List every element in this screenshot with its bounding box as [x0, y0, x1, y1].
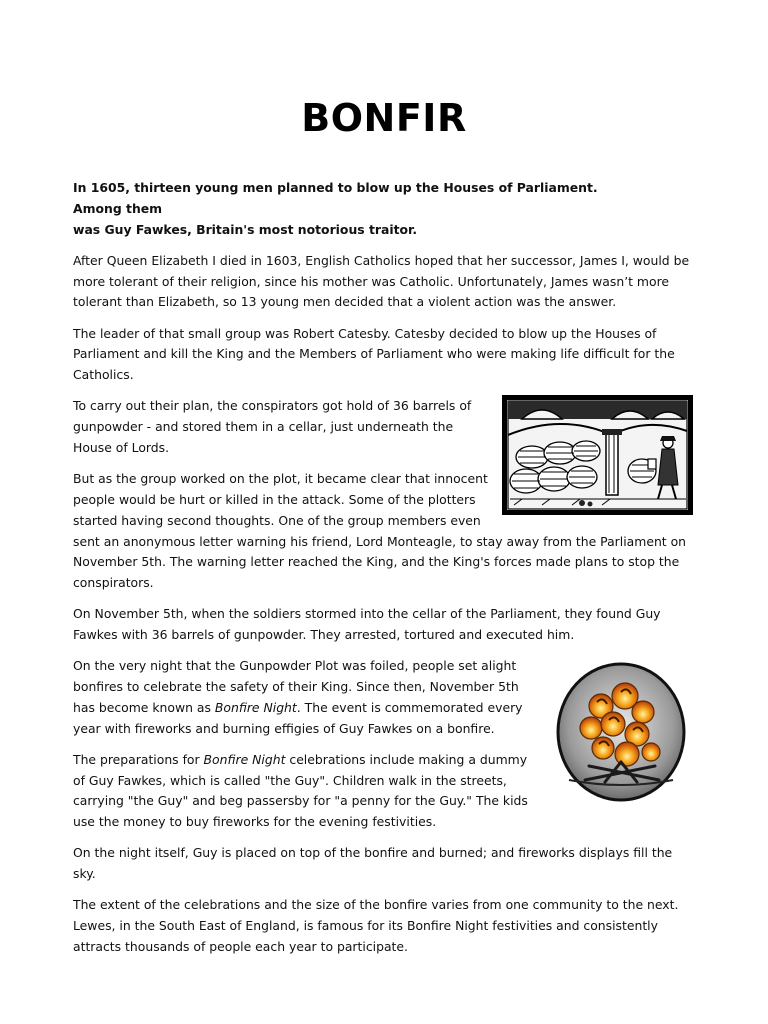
bonfire-night-text-1: On the very night that the Gunpowder Plot was foiled, people set alight bonfires to celebrate the safety of their King. Since then, November 5th has become known as	[73, 658, 519, 715]
lead-paragraph	[73, 178, 648, 240]
preparations-text-2: celebrations include making a dummy of Guy Fawkes, which is called "the Guy". Children walk in the streets, carrying "the Guy" and beg passersby for "a penny for the Guy." The kids use the money to buy fireworks for the evening festivities.	[73, 751, 528, 830]
paragraph-plan: To carry out their plan, the conspirators got hold of 36 barrels of gunpowder - and stored them in a cellar, just underneath the House of Lords.	[73, 398, 472, 455]
paragraph-arrest: On November 5th, when the soldiers stormed into the cellar of the Parliament, they found Guy Fawkes with 36 barrels of gunpowder. They arrested, tortured and executed him.	[73, 606, 661, 643]
article-body	[73, 178, 695, 968]
preparations-emphasis: Bonfire Night	[203, 751, 286, 767]
paragraph-warning-letter: But as the group worked on the plot, it became clear that innocent people would be hurt or killed in the attack. Some of the plotters started having second thoughts. One of the group members even sent an anonymous letter warning his friend, Lord Monteagle, to stay away from the Parliament on November 5th. The warning letter reached the King, and the King's forces made plans to stop the conspirators.	[73, 471, 687, 591]
bonfire-night-text-2: . The event is commemorated every year with fireworks and burning effigies of Guy Fawkes on a bonfire.	[73, 699, 523, 736]
document-page	[73, 0, 695, 1024]
preparations-text-1: The preparations for	[73, 751, 204, 767]
paragraph-catesby: The leader of that small group was Robert Catesby. Catesby decided to blow up the Houses of Parliament and kill the King and the Members of Parliament who were making life difficult for the Catholics.	[73, 325, 675, 383]
gunpowder-cellar-woodcut-image	[502, 395, 693, 515]
paragraph-lewes: The extent of the celebrations and the size of the bonfire varies from one community to the next. Lewes, in the South East of England, is famous for its Bonfire Night festivities and consistently attracts thousands of people each year to participate.	[73, 897, 679, 955]
page-title: BONFIR	[301, 96, 467, 140]
paragraph-night-itself: On the night itself, Guy is placed on top of the bonfire and burned; and fireworks displays fill the sky.	[73, 845, 673, 882]
bonfire-illustration-image	[555, 662, 687, 802]
lead-line-1: In 1605, thirteen young men planned to blow up the Houses of Parliament. Among them	[73, 180, 598, 216]
paragraph-successor: After Queen Elizabeth I died in 1603, English Catholics hoped that her successor, James I, would be more tolerant of their religion, since his mother was Catholic. Unfortunately, James wasn’t more tolerant than Elizabeth, so 13 young men decided that a violent action was the answer.	[73, 252, 690, 310]
lead-line-2: was Guy Fawkes, Britain's most notorious traitor.	[73, 221, 418, 237]
bonfire-night-emphasis: Bonfire Night	[214, 699, 297, 715]
